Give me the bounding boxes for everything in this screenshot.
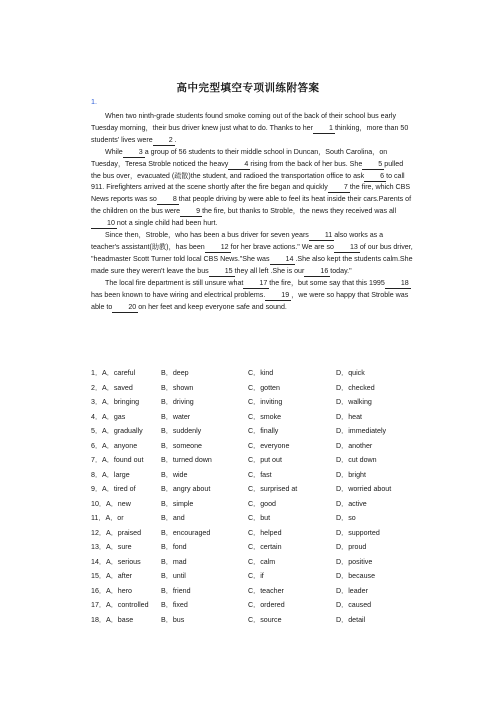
blank-number: 20 — [112, 303, 138, 313]
option-choice: B．someone — [161, 441, 203, 450]
blank-number: 2 — [153, 136, 175, 146]
option-choice: C．inviting — [248, 398, 283, 406]
passage-text: While — [105, 147, 123, 156]
option-choice: D．walking — [336, 398, 372, 406]
option-choice: 11．A．or — [91, 514, 124, 522]
option-choice: 8．A．large — [91, 470, 130, 479]
option-row — [91, 412, 421, 427]
option-choice: D．so — [336, 514, 356, 522]
option-choice: D．detail — [336, 615, 366, 624]
passage-text: of our bus driver, "headmaster Scott Turner told local CBS News."She was — [91, 242, 413, 263]
blank-number: 19 — [265, 291, 291, 301]
passage-text: for her brave actions." We are so — [230, 242, 334, 251]
option-row — [91, 542, 421, 557]
option-choice: D．cut down — [336, 456, 377, 464]
option-choice: C．but — [248, 514, 271, 522]
option-row — [91, 368, 421, 383]
passage-text: .She also kept the students calm.She made sure they weren't leave the bus — [91, 254, 413, 275]
option-choice: C．everyone — [248, 441, 290, 450]
option-choice: B．and — [161, 514, 185, 522]
option-choice: C．good — [248, 499, 276, 508]
option-choice: D．quick — [336, 369, 365, 377]
option-choice: C．finally — [248, 427, 279, 435]
blank-number: 3 — [123, 148, 145, 158]
option-choice: 15．A．after — [91, 572, 133, 580]
option-choice: D．immediately — [336, 427, 387, 435]
option-choice: 4．A．gas — [91, 412, 126, 421]
passage-text: the fire，but some say that this 1995 — [269, 278, 385, 287]
option-choice: B．angry about — [161, 485, 211, 493]
passage-paragraph — [91, 278, 413, 314]
option-choice: C．fast — [248, 470, 272, 479]
option-choice: C．smoke — [248, 412, 282, 421]
option-choice: C．certain — [248, 543, 282, 551]
option-choice: B．until — [161, 572, 186, 580]
blank-number: 7 — [328, 183, 350, 193]
passage-text: today." — [330, 266, 352, 275]
option-row — [91, 455, 421, 470]
option-choice: B．turned down — [161, 456, 212, 464]
option-choice: C．teacher — [248, 586, 284, 595]
option-choice: B．suddenly — [161, 427, 202, 435]
option-row — [91, 557, 421, 572]
blank-number: 5 — [362, 160, 384, 170]
option-choice: D．worried about — [336, 485, 392, 493]
option-choice: 3．A．bringing — [91, 398, 140, 406]
blank-number: 18 — [385, 279, 411, 289]
cloze-passage — [91, 111, 413, 313]
option-row — [91, 513, 421, 528]
option-choice: B．driving — [161, 398, 194, 406]
option-choice: 6．A．anyone — [91, 441, 138, 450]
passage-paragraph — [91, 147, 413, 230]
answer-options — [91, 368, 421, 629]
option-choice: B．fond — [161, 543, 187, 551]
passage-text: pulled the bus over，evacuated (疏散)the student, and radioed the transportation office to ask — [91, 159, 404, 180]
option-choice: C．if — [248, 572, 264, 580]
passage-text: that people driving by were able to feel its heat inside their cars.Parents of the children on the bus were — [91, 195, 412, 216]
blank-number: 13 — [334, 243, 360, 253]
option-row — [91, 484, 421, 499]
option-choice: B．shown — [161, 383, 194, 392]
option-choice: 10．A．new — [91, 499, 131, 508]
option-choice: C．ordered — [248, 601, 285, 609]
option-choice: B．deep — [161, 369, 189, 377]
question-number: 1. — [91, 97, 97, 106]
passage-text: on her feet and keep everyone safe and sound. — [138, 302, 287, 311]
option-choice: D．another — [336, 441, 373, 450]
passage-text: to call 911. Firefighters arrived at the scene shortly after the fire began and quickly — [91, 171, 405, 192]
option-choice: D．leader — [336, 586, 368, 595]
option-choice: C．put out — [248, 456, 282, 464]
option-choice: C．gotten — [248, 383, 280, 392]
option-choice: D．supported — [336, 528, 380, 537]
option-choice: 14．A．serious — [91, 557, 141, 566]
passage-text: the fire, but thanks to Stroble，the news they received was all — [202, 207, 397, 216]
option-choice: D．caused — [336, 601, 372, 609]
passage-text: also works as a teacher's assistant(助教)，has been — [91, 231, 384, 251]
option-choice: D．proud — [336, 543, 367, 551]
option-choice: 2．A．saved — [91, 383, 133, 392]
option-choice: 5．A．gradually — [91, 427, 143, 435]
passage-text: ，we were so happy that Stroble was able to — [91, 290, 409, 311]
passage-text: has been known to have wiring and electrical problems. — [91, 290, 266, 299]
option-row — [91, 528, 421, 543]
option-choice: 7．A．found out — [91, 456, 144, 464]
blank-number: 8 — [157, 195, 179, 205]
option-choice: B．wide — [161, 470, 188, 479]
option-choice: C．helped — [248, 528, 282, 537]
option-choice: 12．A．praised — [91, 528, 142, 537]
option-choice: D．bright — [336, 470, 366, 479]
option-choice: D．checked — [336, 383, 375, 392]
passage-text: . — [174, 135, 177, 144]
passage-text: they all left .She is our — [234, 266, 305, 275]
option-choice: D．positive — [336, 557, 373, 566]
blank-number: 11 — [309, 231, 334, 241]
option-choice: 1．A．careful — [91, 369, 136, 377]
option-row — [91, 426, 421, 441]
option-choice: C．source — [248, 615, 282, 624]
option-choice: 13．A．sure — [91, 543, 132, 551]
passage-text: a group of 56 students to their middle school in Duncan，South Carolina，on Tuesday，Teresa Stroble noticed the heavy — [91, 147, 388, 168]
option-row — [91, 499, 421, 514]
option-choice: C．surprised at — [248, 485, 298, 493]
passage-paragraph — [91, 111, 413, 147]
option-row — [91, 600, 421, 615]
option-row — [91, 615, 421, 630]
passage-text: the fire, which CBS News reports was so — [91, 183, 411, 204]
blank-number: 9 — [180, 207, 202, 217]
option-row — [91, 441, 421, 456]
option-choice: D．heat — [336, 412, 363, 421]
option-choice: D．active — [336, 499, 367, 508]
option-choice: 17．A．controlled — [91, 601, 149, 609]
option-choice: C．calm — [248, 557, 276, 566]
passage-text: thinking，more than 50 students' lives were — [91, 123, 409, 144]
passage-paragraph — [91, 230, 413, 278]
blank-number: 4 — [228, 160, 250, 170]
passage-text: Since then，Stroble，who has been a bus driver for seven years — [105, 231, 309, 240]
option-choice: 18．A．base — [91, 615, 134, 624]
blank-number: 6 — [364, 172, 386, 182]
blank-number: 14 — [270, 255, 296, 265]
option-row — [91, 571, 421, 586]
blank-number: 17 — [243, 279, 269, 289]
option-choice: B．simple — [161, 499, 194, 508]
option-choice: B．bus — [161, 615, 185, 624]
blank-number: 12 — [205, 243, 231, 253]
blank-number: 16 — [304, 267, 330, 277]
option-choice: B．friend — [161, 586, 191, 595]
option-choice: 16．A．hero — [91, 586, 133, 595]
option-row — [91, 586, 421, 601]
option-choice: D．because — [336, 572, 376, 580]
option-choice: B．water — [161, 412, 191, 421]
option-choice: B．encouraged — [161, 528, 211, 537]
option-choice: B．mad — [161, 557, 187, 566]
blank-number: 1 — [313, 124, 335, 134]
blank-number: 15 — [209, 267, 235, 277]
option-row — [91, 397, 421, 412]
page-title: 高中完型填空专项训练附答案 — [176, 82, 320, 94]
option-choice: 9．A．tired of — [91, 485, 136, 493]
option-choice: C．kind — [248, 369, 274, 377]
option-row — [91, 383, 421, 398]
passage-text: When two ninth-grade students found smoke coming out of the back of their school bus early Tuesday morning，their bus driver knew just what to do. Thanks to her — [91, 112, 397, 132]
option-choice: B．fixed — [161, 601, 188, 609]
passage-text: rising from the back of her bus. She — [250, 159, 363, 168]
passage-text: not a single child had been hurt. — [116, 219, 218, 228]
option-row — [91, 470, 421, 485]
blank-number: 10 — [91, 219, 117, 229]
passage-text: The local fire department is still unsure what — [105, 278, 244, 287]
